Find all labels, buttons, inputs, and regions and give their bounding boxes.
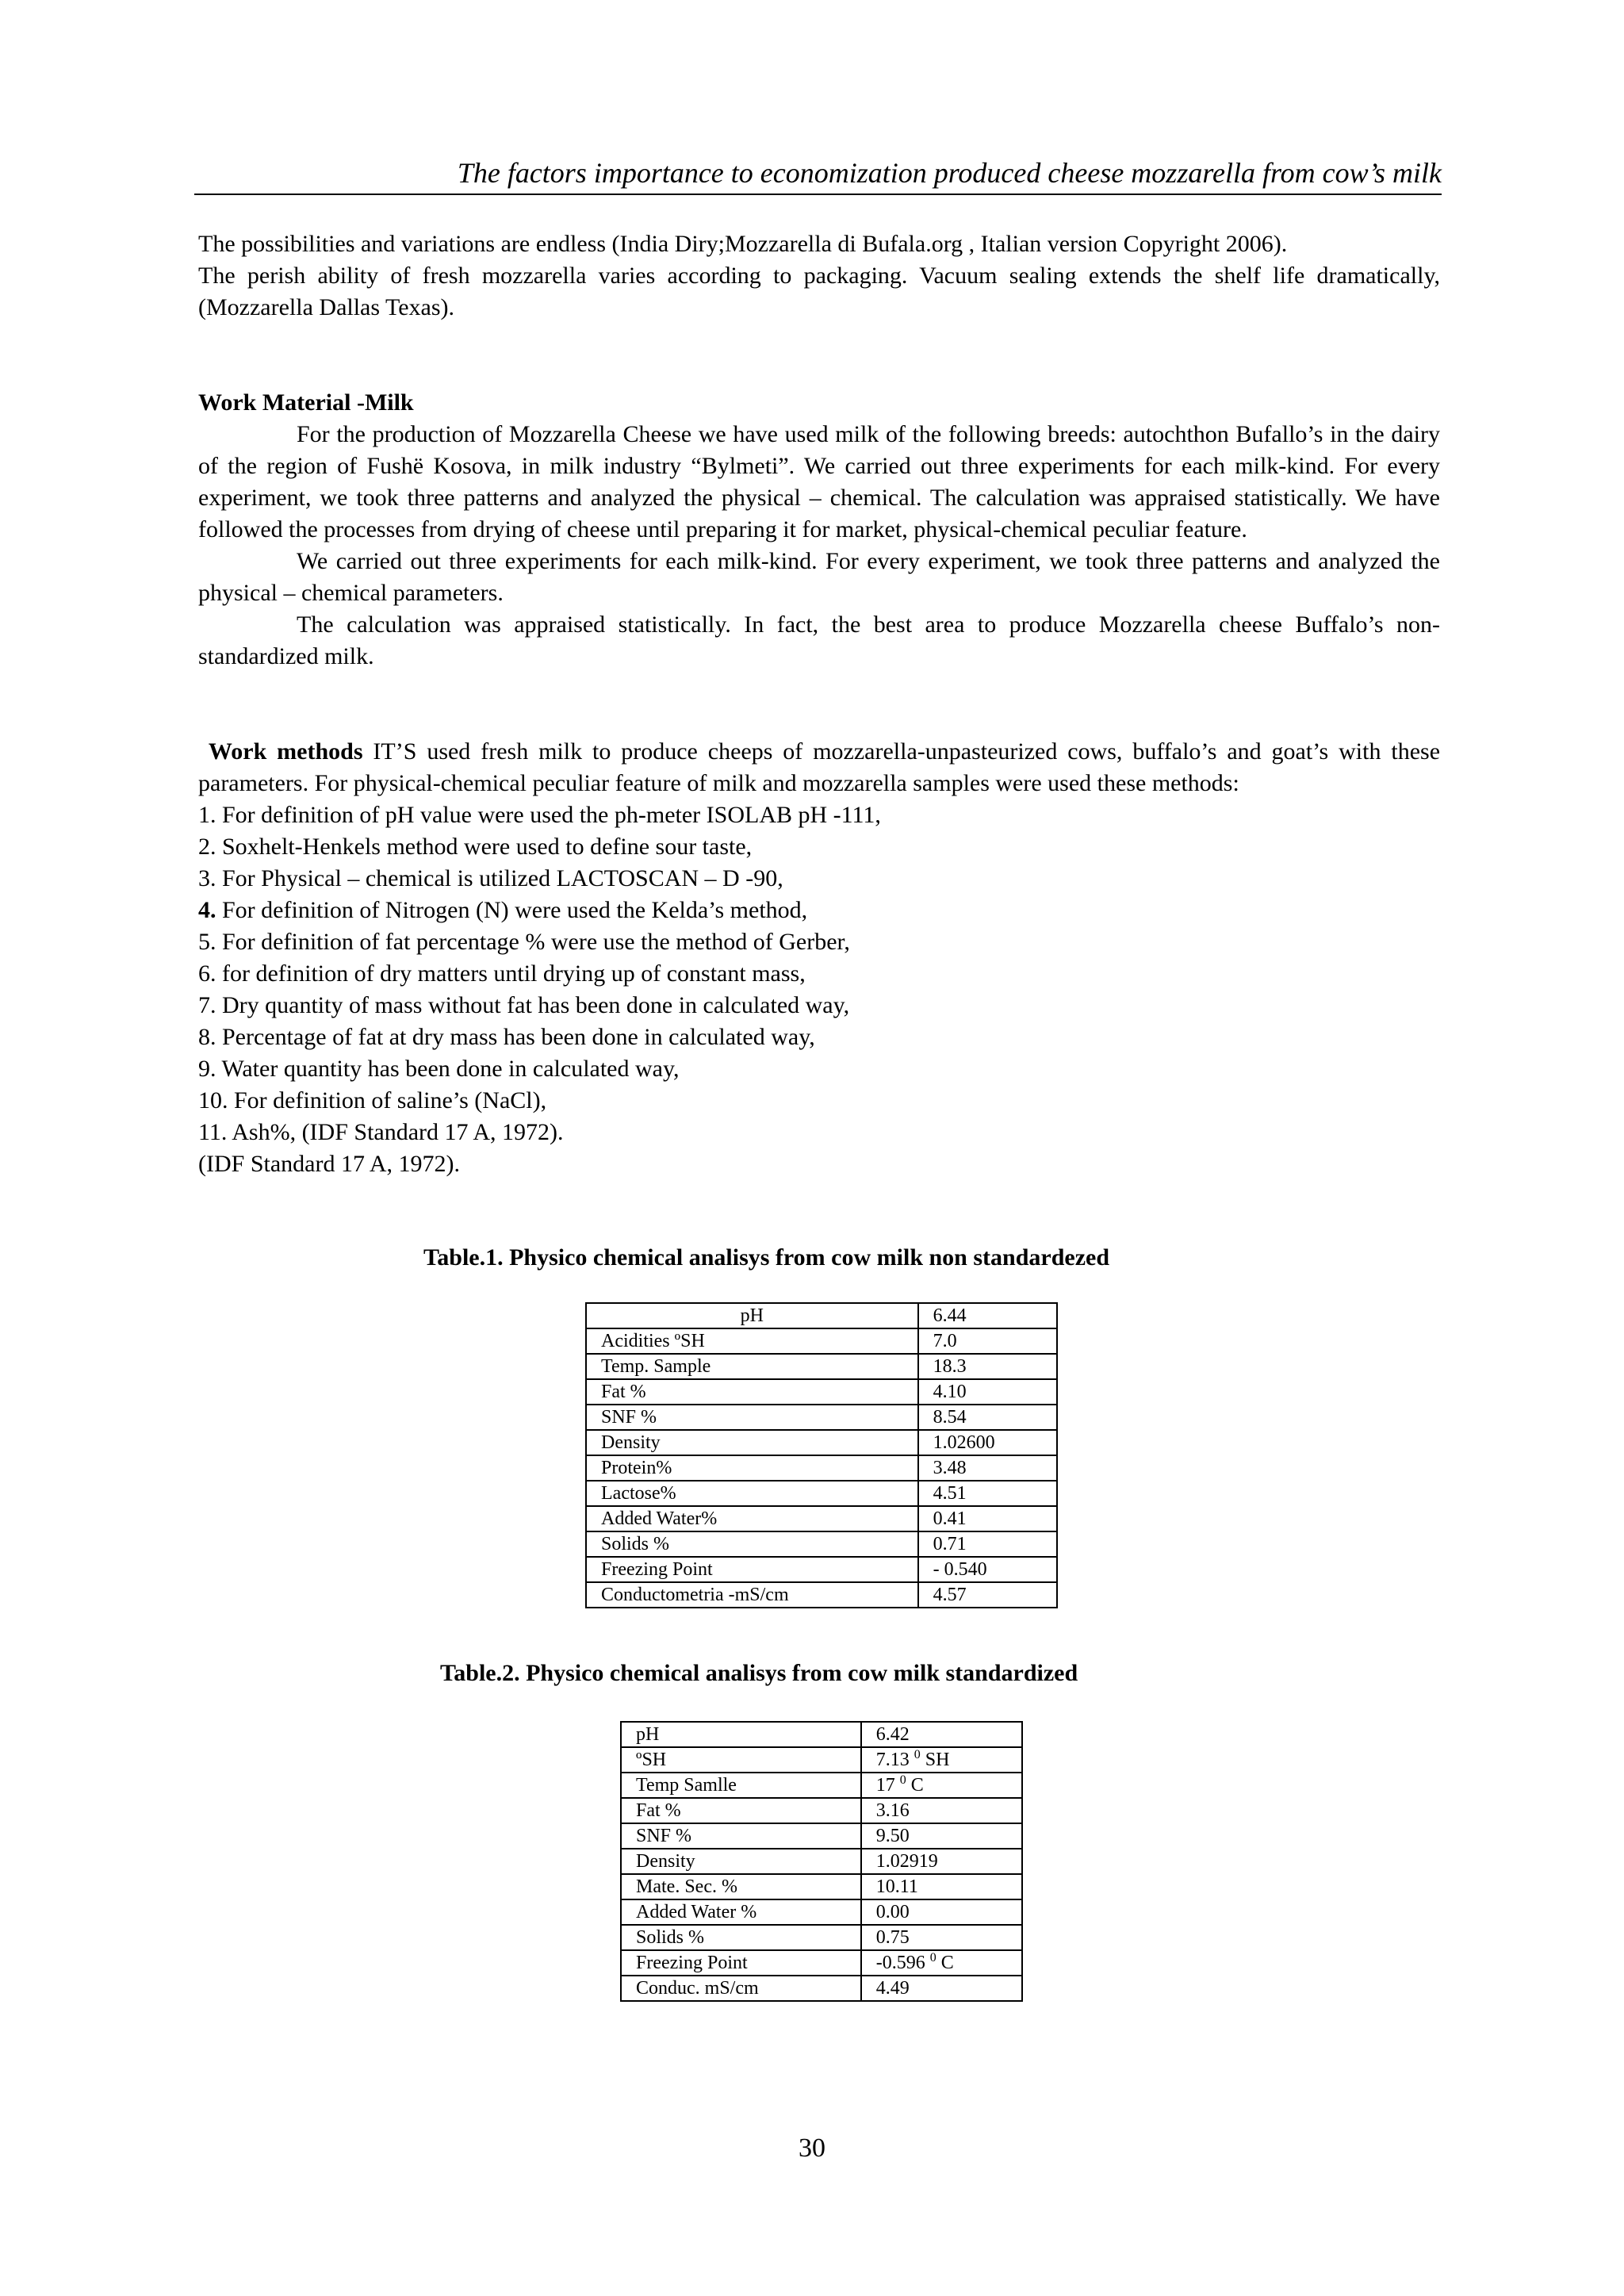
page-number: 30 [799,2133,825,2163]
table-cell-param: Fat % [586,1379,918,1405]
table-row [586,1506,1057,1531]
table-row [621,1823,1022,1849]
table-row [621,1722,1022,1747]
work-methods-section [198,736,1440,1180]
table-cell-param: Temp. Sample [586,1354,918,1379]
table-cell-param: ºSH [621,1747,861,1773]
table-row [586,1582,1057,1608]
list-item: 1. For definition of pH value were used the ph-meter ISOLAB pH -111, [198,802,881,828]
table-cell-value: 7.0 [918,1328,1057,1354]
list-item: 5. For definition of fat percentage % were use the method of Gerber, [198,929,850,955]
table-cell-value: 4.57 [918,1582,1057,1608]
table-cell-param: Density [621,1849,861,1874]
methods-trailer: (IDF Standard 17 A, 1972). [198,1151,460,1177]
table-cell-value: 3.16 [861,1798,1022,1823]
running-header: The factors importance to economization produced cheese mozzarella from cow’s milk [457,157,1442,189]
methods-intro [198,736,1440,799]
body-paragraph: The calculation was appraised statistically. In fact, the best area to produce Mozzarella cheese Buffalo’s non-standardized milk. [198,611,1440,669]
list-item: 6. for definition of dry matters until drying up of constant mass, [198,960,806,987]
table-cell-value: 1.02600 [918,1430,1057,1455]
table-cell-param: Protein% [586,1455,918,1481]
table-cell-value: 18.3 [918,1354,1057,1379]
table-cell-param: SNF % [586,1405,918,1430]
table1 [585,1302,1058,1608]
list-item: 11. Ash%, (IDF Standard 17 A, 1972). [198,1119,564,1145]
table-cell-param: Acidities ºSH [586,1328,918,1354]
table-row [586,1379,1057,1405]
table-cell-param: Solids % [621,1925,861,1950]
list-item: 4. For definition of Nitrogen (N) were used the Kelda’s method, [198,897,808,923]
table-cell-param: Temp Samlle [621,1773,861,1798]
body-paragraph: We carried out three experiments for each milk-kind. For every experiment, we took three patterns and analyzed the physical – chemical parameters. [198,548,1440,606]
table-cell-param: Conduc. mS/cm [621,1976,861,2001]
intro-section [198,228,1440,324]
section-heading: Work methods [208,738,363,765]
body-paragraph: For the production of Mozzarella Cheese we have used milk of the following breeds: autochthon Bufallo’s in the dairy of the region of Fushë Kosova, in milk industry “Bylmeti”. We carried out three experiments for each milk-kind. For every experiment, we took three patterns and analyzed the physical – chemical. The calculation was appraised statistically. We have followed the processes from drying of cheese until preparing it for market, physical-chemical peculiar feature. [198,421,1440,542]
methods-list [198,799,1440,1148]
table-row [621,1925,1022,1950]
table-row [586,1531,1057,1557]
table-row [621,1773,1022,1798]
table-cell-param: Fat % [621,1798,861,1823]
table-cell-param: pH [621,1722,861,1747]
table-cell-value: 0.71 [918,1531,1057,1557]
table-cell-value: 10.11 [861,1874,1022,1899]
table-cell-param: Lactose% [586,1481,918,1506]
table-cell-param: SNF % [621,1823,861,1849]
table-row [586,1354,1057,1379]
table-row [621,1899,1022,1925]
list-item: 3. For Physical – chemical is utilized LACTOSCAN – D -90, [198,865,783,891]
table-cell-param: Conductometria -mS/cm [586,1582,918,1608]
table-cell-value: 9.50 [861,1823,1022,1849]
table-cell-param: Freezing Point [621,1950,861,1976]
table-cell-value: 6.44 [918,1303,1057,1328]
table-cell-value: 0.00 [861,1899,1022,1925]
list-item: 9. Water quantity has been done in calculated way, [198,1056,680,1082]
list-item: 7. Dry quantity of mass without fat has been done in calculated way, [198,992,850,1018]
table-cell-value: 4.49 [861,1976,1022,2001]
table-cell-value: 4.10 [918,1379,1057,1405]
table-cell-param: pH [586,1303,918,1328]
intro-paragraph: The possibilities and variations are endless (India Diry;Mozzarella di Bufala.org , Italian version Copyright 2006). [198,231,1288,257]
table-row [586,1455,1057,1481]
table-cell-value: -0.596 $^0$ C [861,1950,1022,1976]
table-cell-param: Freezing Point [586,1557,918,1582]
table-row [621,1747,1022,1773]
table-cell-value: 7.13 $^0$ SH [861,1747,1022,1773]
table-cell-param: Added Water% [586,1506,918,1531]
table-row [586,1481,1057,1506]
table-row [621,1976,1022,2001]
table1-caption: Table.1. Physico chemical analisys from cow milk non standardezed [423,1244,1110,1271]
methods-intro-text: IT’S used fresh milk to produce cheeps of mozzarella-unpasteurized cows, buffalo’s and goat’s with these parameters. For physical-chemical peculiar feature of milk and mozzarella samples were used these methods: [198,738,1441,796]
table2 [620,1721,1023,2002]
list-item: 2. Soxhelt-Henkels method were used to define sour taste, [198,834,753,860]
table-cell-value: 17 $^0$ C [861,1773,1022,1798]
table-row [586,1405,1057,1430]
table-cell-value: 4.51 [918,1481,1057,1506]
table-cell-value: 0.75 [861,1925,1022,1950]
table-cell-value: 1.02919 [861,1849,1022,1874]
table-cell-param: Density [586,1430,918,1455]
section-heading: Work Material -Milk [198,389,414,416]
table-row [621,1798,1022,1823]
work-material-section [198,387,1440,673]
table-cell-value: 0.41 [918,1506,1057,1531]
table-cell-param: Mate. Sec. % [621,1874,861,1899]
table-cell-param: Solids % [586,1531,918,1557]
table-cell-value: - 0.540 [918,1557,1057,1582]
table-cell-value: 6.42 [861,1722,1022,1747]
intro-paragraph: The perish ability of fresh mozzarella varies according to packaging. Vacuum sealing extends the shelf life dramatically, (Mozzarella Dallas Texas). [198,263,1440,320]
table-cell-param: Added Water % [621,1899,861,1925]
header-rule [194,194,1442,195]
table2-caption: Table.2. Physico chemical analisys from cow milk standardized [440,1660,1078,1686]
list-item: 10. For definition of saline’s (NaCl), [198,1087,547,1114]
table-row [621,1874,1022,1899]
table-cell-value: 3.48 [918,1455,1057,1481]
table-row [586,1303,1057,1328]
table-cell-value: 8.54 [918,1405,1057,1430]
table-row [621,1849,1022,1874]
table-row [621,1950,1022,1976]
table-row [586,1430,1057,1455]
table-row [586,1328,1057,1354]
table-row [586,1557,1057,1582]
list-item: 8. Percentage of fat at dry mass has been done in calculated way, [198,1024,815,1050]
